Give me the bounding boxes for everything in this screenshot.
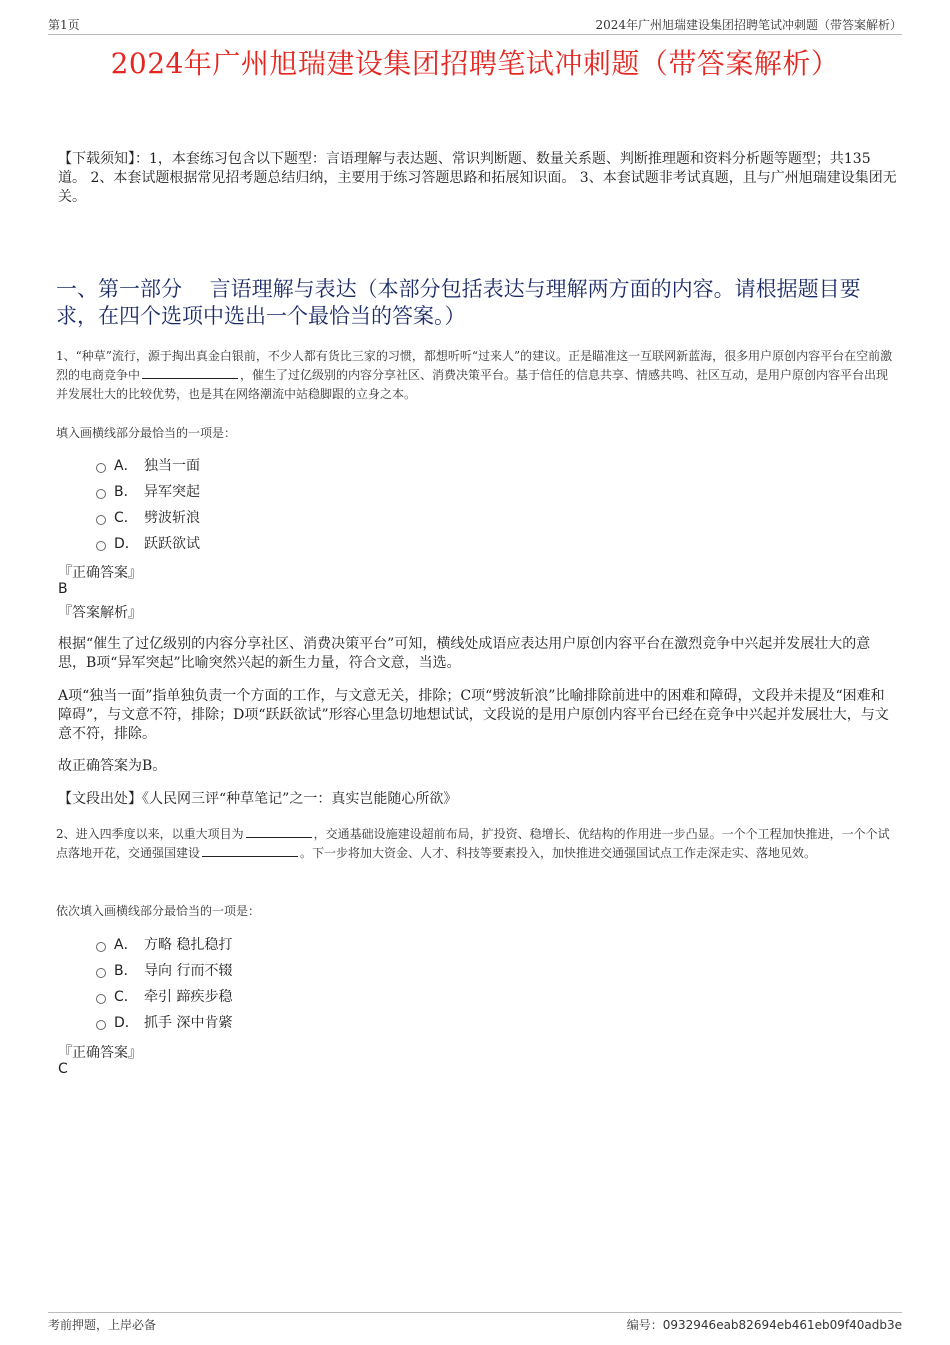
question-2-text-c: 。下一步将加大资金、人才、科技等要素投入，加快推进交通强国试点工作走深走实、落地见效。 bbox=[300, 846, 817, 860]
option-text: 独当一面 bbox=[144, 458, 200, 474]
analysis-paragraph-2: A项“独当一面”指单独负责一个方面的工作，与文意无关，排除；C项“劈波斩浪”比喻排除前进中的困难和障碍，文段并未提及“困难和障碍”，与文意不符，排除；D项“跃跃欲试”形容心里急切地想试试，文段说的是用户原创内容平台已经在竞争中兴起并发展壮大，与文意不符，排除。 bbox=[58, 688, 889, 742]
radio-icon[interactable] bbox=[96, 515, 106, 525]
option-b[interactable]: B． 异军突起 bbox=[96, 478, 200, 504]
question-2-prompt: 依次填入画横线部分最恰当的一项是： bbox=[56, 904, 261, 918]
option-c[interactable]: C． 牵引 蹄疾步稳 bbox=[96, 983, 232, 1009]
option-text: 跃跃欲试 bbox=[144, 536, 200, 552]
code-label: 编号： bbox=[626, 1318, 663, 1332]
option-a[interactable]: A． 方略 稳扎稳打 bbox=[96, 931, 232, 957]
analysis-conclusion: 故正确答案为B。 bbox=[58, 758, 167, 774]
document-title: 2024年广州旭瑞建设集团招聘笔试冲刺题（带答案解析） bbox=[110, 47, 840, 80]
option-text: 牵引 蹄疾步稳 bbox=[144, 989, 233, 1005]
page-footer bbox=[48, 1312, 902, 1332]
fill-blank bbox=[142, 367, 238, 379]
section-heading: 一、第一部分 言语理解与表达（本部分包括表达与理解两方面的内容。请根据题目要求，在四个选项中选出一个最恰当的答案。） bbox=[56, 277, 861, 328]
correct-answer-label: 『正确答案』 bbox=[58, 565, 142, 581]
radio-icon[interactable] bbox=[96, 541, 106, 551]
footer-slogan: 考前押题，上岸必备 bbox=[48, 1318, 157, 1332]
analysis-paragraph-1: 根据“催生了过亿级别的内容分享社区、消费决策平台”可知，横线处成语应表达用户原创内容平台在激烈竞争中兴起并发展壮大的意思，B项“异军突起”比喻突然兴起的新生力量，符合文意，当选。 bbox=[58, 636, 871, 671]
question-2-options bbox=[96, 931, 232, 1035]
option-d[interactable]: D． 抓手 深中肯綮 bbox=[96, 1009, 232, 1035]
radio-icon[interactable] bbox=[96, 968, 106, 978]
text-source: 【文段出处】《人民网三评“种草笔记”之一：真实岂能随心所欲》 bbox=[58, 791, 458, 807]
question-2-text bbox=[56, 825, 898, 863]
question-2-text-a: 2、进入四季度以来，以重大项目为 bbox=[56, 827, 244, 841]
question-1-text bbox=[56, 347, 898, 404]
radio-icon[interactable] bbox=[96, 489, 106, 499]
question-1-text-a: 1、“种草”流行，源于掏出真金白银前，不少人都有货比三家的习惯，都想听听“过来人”的建议。正是瞄准这一互联网新蓝海，很多用户原创内容平台在空前激烈的电商竞争中 bbox=[56, 349, 893, 382]
option-c[interactable]: C． 劈波斩浪 bbox=[96, 504, 200, 530]
correct-answer: C bbox=[58, 1061, 68, 1077]
option-b[interactable]: B． 导向 行而不辍 bbox=[96, 957, 232, 983]
option-a[interactable]: A． 独当一面 bbox=[96, 452, 200, 478]
page-number: 第1页 bbox=[48, 18, 80, 32]
option-text: 方略 稳扎稳打 bbox=[144, 937, 233, 953]
question-2-text-b: ，交通基础设施建设超前布局，扩投资、稳增长、优结构的作用进一步凸显。一个个工程加快推进，一个个试点落地开花，交通强国建设 bbox=[56, 827, 890, 860]
option-text: 导向 行而不辍 bbox=[144, 963, 233, 979]
correct-answer: B bbox=[58, 581, 68, 597]
option-d[interactable]: D． 跃跃欲试 bbox=[96, 530, 200, 556]
radio-icon[interactable] bbox=[96, 994, 106, 1004]
fill-blank bbox=[202, 845, 298, 857]
radio-icon[interactable] bbox=[96, 942, 106, 952]
radio-icon[interactable] bbox=[96, 1020, 106, 1030]
header-doc-title: 2024年广州旭瑞建设集团招聘笔试冲刺题（带答案解析） bbox=[595, 18, 902, 32]
option-text: 抓手 深中肯綮 bbox=[144, 1015, 233, 1031]
analysis-label: 『答案解析』 bbox=[58, 605, 142, 621]
question-1-prompt: 填入画横线部分最恰当的一项是： bbox=[56, 426, 237, 440]
document-code bbox=[627, 1316, 902, 1333]
radio-icon[interactable] bbox=[96, 463, 106, 473]
option-text: 异军突起 bbox=[144, 484, 200, 500]
page-header bbox=[48, 14, 902, 35]
question-1-text-b: ，催生了过亿级别的内容分享社区、消费决策平台。基于信任的信息共享、情感共鸣、社区互动，是用户原创内容平台出现并发展壮大的比较优势，也是其在网络潮流中站稳脚跟的立身之本。 bbox=[56, 368, 889, 401]
code-value: 0932946eab82694eb461eb09f40adb3e bbox=[662, 1318, 902, 1332]
fill-blank bbox=[246, 826, 312, 838]
option-text: 劈波斩浪 bbox=[144, 510, 200, 526]
question-1-options bbox=[96, 452, 200, 556]
correct-answer-label: 『正确答案』 bbox=[58, 1045, 142, 1061]
download-notice: 【下载须知】：1，本套练习包含以下题型：言语理解与表达题、常识判断题、数量关系题、判断推理题和资料分析题等题型；共135道。 2、本套试题根据常见招考题总结归纳，主要用于练习答题思路和拓展知识面。 3、本套试题非考试真题，且与广州旭瑞建设集团无关。 bbox=[58, 151, 897, 205]
